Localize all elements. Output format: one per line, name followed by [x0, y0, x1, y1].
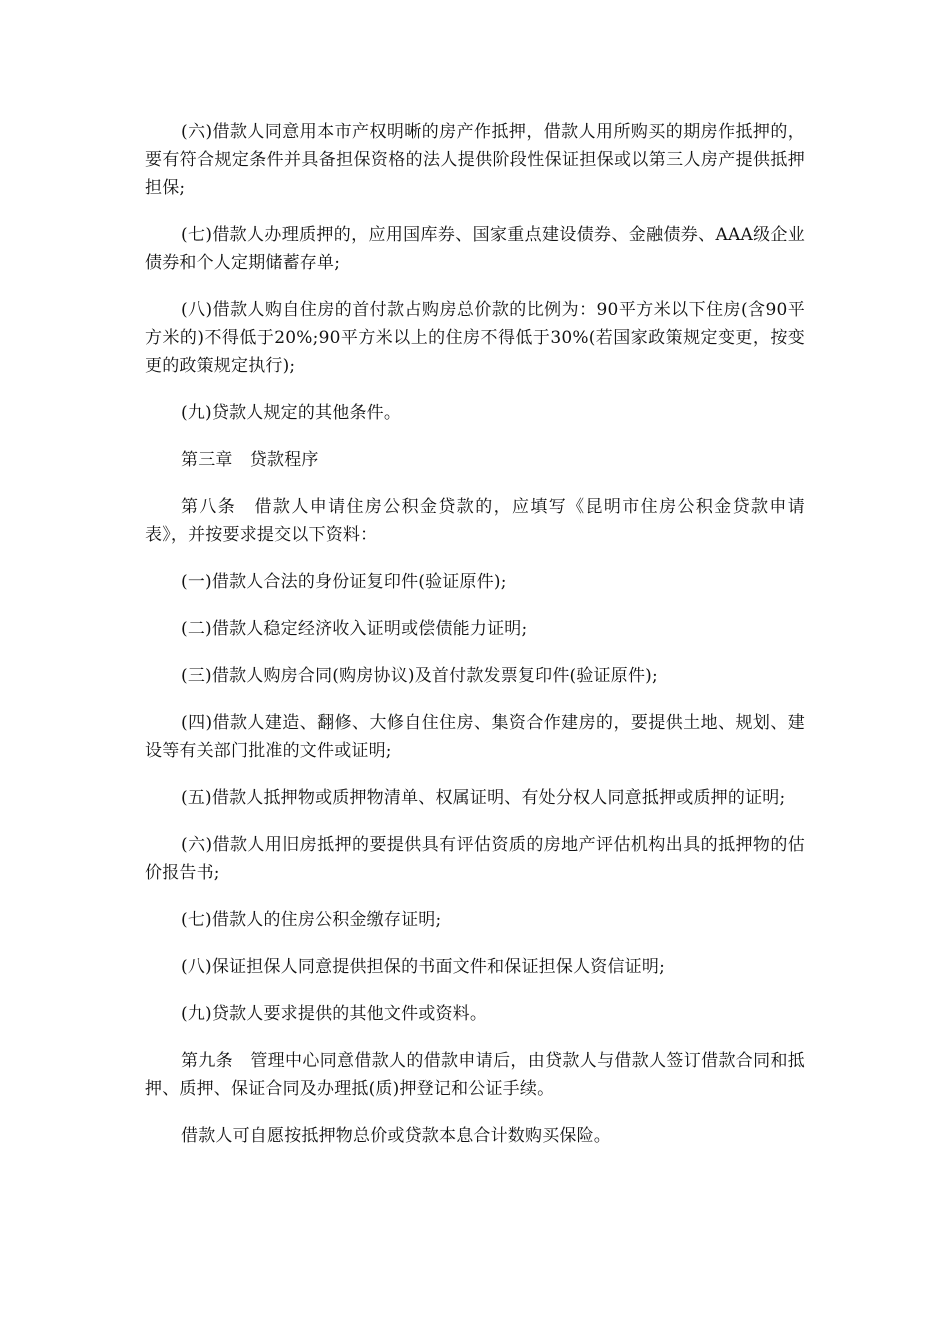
article-9: 第九条 管理中心同意借款人的借款申请后，由贷款人与借款人签订借款合同和抵押、质押、保证合同及办理抵(质)押登记和公证手续。	[145, 1051, 805, 1099]
article-8-item-7: (七)借款人的住房公积金缴存证明;	[181, 910, 442, 930]
article-8: 第八条 借款人申请住房公积金贷款的，应填写《昆明市住房公积金贷款申请表》，并按要求提交以下资料：	[145, 497, 805, 545]
article-8-item-5: (五)借款人抵押物或质押物清单、权属证明、有处分权人同意抵押或质押的证明;	[181, 788, 786, 808]
document-body	[145, 118, 805, 1169]
article-8-item-8: (八)保证担保人同意提供担保的书面文件和保证担保人资信证明;	[181, 957, 665, 977]
paragraph-6-mortgage-property: (六)借款人同意用本市产权明晰的房产作抵押，借款人用所购买的期房作抵押的，要有符合规定条件并具备担保资格的法人提供阶段性保证担保或以第三人房产提供抵押担保;	[145, 122, 805, 198]
article-9-insurance: 借款人可自愿按抵押物总价或贷款本息合计数购买保险。	[181, 1126, 611, 1146]
paragraph-8-down-payment: (八)借款人购自住房的首付款占购房总价款的比例为：90平方米以下住房(含90平方米的)不得低于20%;90平方米以上的住房不得低于30%(若国家政策规定变更，按变更的政策规定执行);	[145, 300, 805, 376]
article-8-item-2: (二)借款人稳定经济收入证明或偿债能力证明;	[181, 619, 528, 639]
article-8-item-1: (一)借款人合法的身份证复印件(验证原件);	[181, 572, 507, 592]
article-8-item-6: (六)借款人用旧房抵押的要提供具有评估资质的房地产评估机构出具的抵押物的估价报告书;	[145, 835, 805, 883]
article-8-item-4: (四)借款人建造、翻修、大修自住住房、集资合作建房的，要提供土地、规划、建设等有关部门批准的文件或证明;	[145, 713, 805, 761]
chapter-3-heading: 第三章 贷款程序	[181, 450, 319, 470]
paragraph-9-other-conditions: (九)贷款人规定的其他条件。	[181, 403, 402, 423]
paragraph-7-pledge: (七)借款人办理质押的，应用国库券、国家重点建设债券、金融债券、AAA级企业债券和个人定期储蓄存单;	[145, 225, 805, 273]
article-8-item-3: (三)借款人购房合同(购房协议)及首付款发票复印件(验证原件);	[181, 666, 658, 686]
article-8-item-9: (九)贷款人要求提供的其他文件或资料。	[181, 1004, 488, 1024]
